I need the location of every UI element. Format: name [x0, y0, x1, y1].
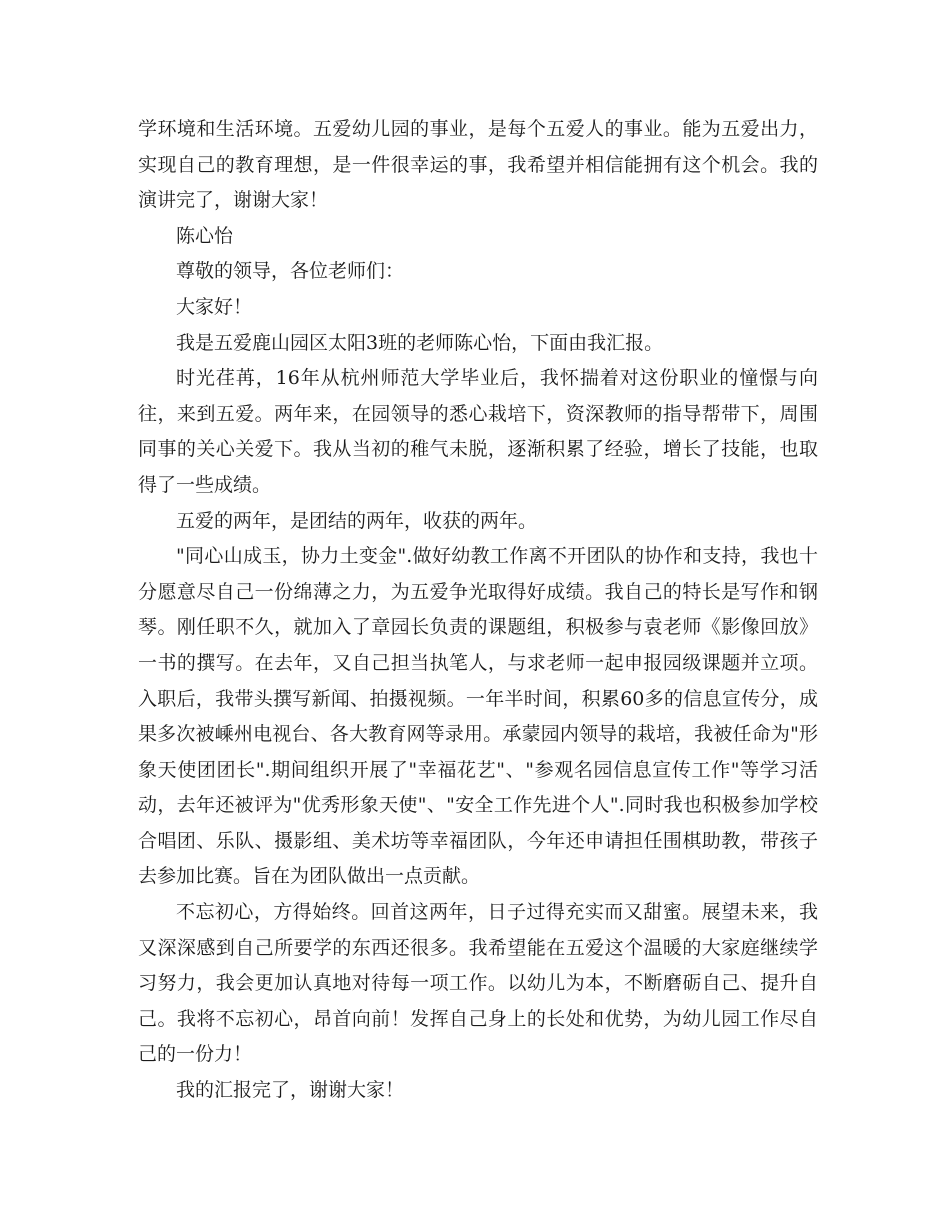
paragraph-8: 不忘初心，方得始终。回首这两年，日子过得充实而又甜蜜。展望未来，我又深深感到自己所要学的东西还很多。我希望能在五爱这个温暖的大家庭继续学习努力，我会更加认真地对待每一项工作。以幼儿为本，不断磨砺自己、提升自己。我将不忘初心，昂首向前！发挥自己身上的长处和优势，为幼儿园工作尽自己的一份力！ — [138, 901, 818, 1066]
paragraph-intro: 我是五爱鹿山园区太阳3班的老师陈心怡，下面由我汇报。 — [176, 331, 664, 354]
paragraph-closing: 我的汇报完了，谢谢大家！ — [176, 1079, 405, 1102]
paragraph-5: 时光荏苒，16年从杭州师范大学毕业后，我怀揣着对这份职业的憧憬与向往，来到五爱。两年来，在园领导的悉心栽培下，资深教师的指导帮带下，周围同事的关心关爱下。我从当初的稚气未脱，逐渐积累了经验，增长了技能，也取得了一些成绩。 — [138, 367, 818, 496]
paragraph-7: "同心山成玉，协力土变金".做好幼教工作离不开团队的协作和支持，我也十分愿意尽自己一份绵薄之力，为五爱争光取得好成绩。我自己的特长是写作和钢琴。刚任职不久，就加入了章园长负责的课题组，积极参与袁老师《影像回放》一书的撰写。在去年，又自己担当执笔人，与求老师一起申报园级课题并立项。入职后，我带头撰写新闻、拍摄视频。一年半时间，积累60多的信息宣传分，成果多次被嵊州电视台、各大教育网等录用。承蒙园内领导的栽培，我被任命为"形象天使团团长".期间组织开展了"幸福花艺"、"参观名园信息宣传工作"等学习活动，去年还被评为"优秀形象天使"、"安全工作先进个人".同时我也积极参加学校合唱团、乐队、摄影组、美术坊等幸福团队，今年还申请担任围棋助教，带孩子去参加比赛。旨在为团队做出一点贡献。 — [138, 545, 818, 888]
document-body — [138, 112, 818, 1109]
paragraph-salutation: 尊敬的领导，各位老师们： — [176, 260, 405, 283]
paragraph-1: 学环境和生活环境。五爱幼儿园的事业，是每个五爱人的事业。能为五爱出力，实现自己的教育理想，是一件很幸运的事，我希望并相信能拥有这个机会。我的演讲完了，谢谢大家！ — [138, 118, 818, 212]
paragraph-6: 五爱的两年，是团结的两年，收获的两年。 — [176, 509, 538, 532]
paragraph-signature: 陈心怡 — [176, 224, 234, 247]
paragraph-greeting: 大家好！ — [176, 295, 253, 318]
